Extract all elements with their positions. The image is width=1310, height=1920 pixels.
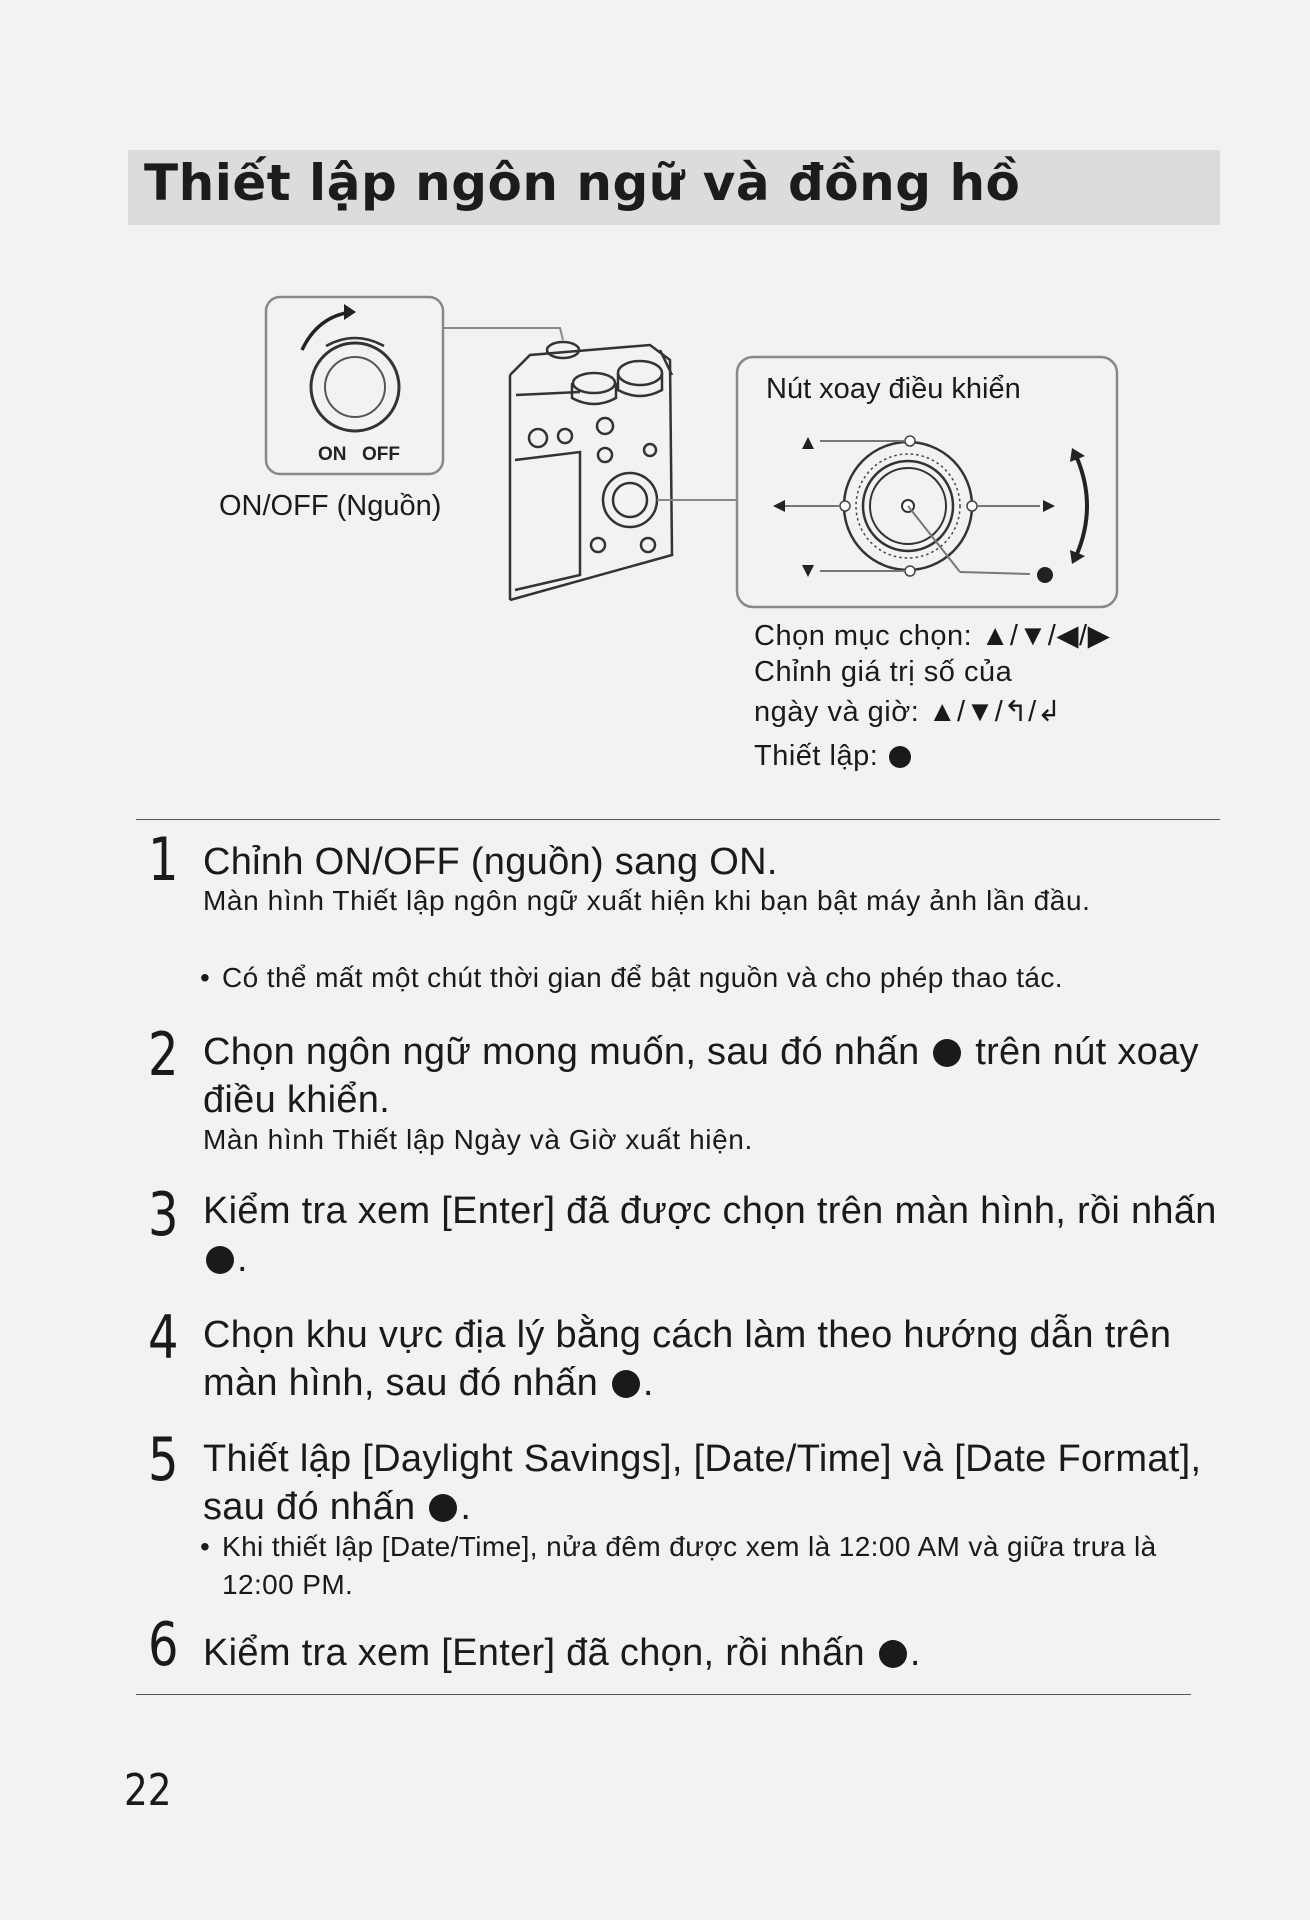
bullet-dot-icon: • xyxy=(200,1531,211,1562)
center-button-bullet-icon xyxy=(933,1039,961,1067)
step-6 xyxy=(148,1610,1218,1685)
power-switch-on-text: ON xyxy=(318,444,347,465)
step-title-text-after: . xyxy=(237,1238,248,1280)
center-button-bullet-icon xyxy=(879,1640,907,1668)
legend-select-label: Chọn mục chọn: xyxy=(754,620,973,652)
step-title-text-after: . xyxy=(909,1632,921,1674)
legend-set xyxy=(754,740,913,773)
step-number: 5 xyxy=(148,1425,179,1495)
power-label: ON/OFF (Nguồn) xyxy=(219,490,442,522)
step-title-text: Kiểm tra xem [Enter] đã được chọn trên màn hình, rồi nhấn xyxy=(203,1190,1217,1232)
step-3 xyxy=(148,1180,1218,1295)
step-note-text: Có thể mất một chút thời gian để bật nguồn và cho phép thao tác. xyxy=(222,962,1063,993)
step-1 xyxy=(148,825,1218,1000)
legend-adjust-label: ngày và giờ: xyxy=(754,696,920,728)
step-2 xyxy=(148,1020,1218,1165)
step-title-text-after: trên nút xoay điều khiển. xyxy=(203,1031,1199,1121)
step-title-text-after: . xyxy=(460,1486,472,1528)
step-number: 1 xyxy=(148,825,179,895)
step-number: 4 xyxy=(148,1303,179,1373)
camera-body-illustration xyxy=(510,342,672,600)
legend-adjust-line2 xyxy=(754,694,1062,729)
legend-set-label: Thiết lập: xyxy=(754,740,879,772)
step-title-text: Kiểm tra xem [Enter] đã chọn, rồi nhấn xyxy=(203,1632,865,1674)
section-divider-bottom xyxy=(136,1694,1191,1695)
legend-select xyxy=(754,618,1110,653)
step-title xyxy=(203,1187,1223,1283)
step-title xyxy=(203,1028,1223,1124)
bullet-dot-icon: • xyxy=(200,962,211,993)
page-number: 22 xyxy=(124,1765,172,1816)
control-wheel-inset xyxy=(737,357,1117,607)
control-wheel-label: Nút xoay điều khiển xyxy=(766,373,1021,405)
page-title: Thiết lập ngôn ngữ và đồng hồ xyxy=(144,154,1021,212)
step-number: 3 xyxy=(148,1180,179,1250)
step-title-text: Thiết lập [Daylight Savings], [Date/Time] và [Date Format], sau đó nhấn xyxy=(203,1438,1202,1528)
step-number: 6 xyxy=(148,1610,179,1680)
center-button-bullet-icon xyxy=(429,1494,457,1522)
step-title-text: Chọn ngôn ngữ mong muốn, sau đó nhấn xyxy=(203,1031,920,1073)
center-button-bullet-icon xyxy=(889,746,911,768)
step-title-text-after: . xyxy=(642,1362,654,1404)
step-description: Màn hình Thiết lập ngôn ngữ xuất hiện khi bạn bật máy ảnh lần đầu. xyxy=(203,885,1091,916)
step-description: Màn hình Thiết lập Ngày và Giờ xuất hiện. xyxy=(203,1124,753,1155)
center-button-bullet-icon xyxy=(612,1370,640,1398)
camera-diagram xyxy=(0,0,1310,820)
step-title: Chỉnh ON/OFF (nguồn) sang ON. xyxy=(203,841,778,883)
power-switch-off-text: OFF xyxy=(362,444,400,465)
section-divider-top xyxy=(136,819,1220,820)
step-title xyxy=(203,1435,1223,1531)
center-button-bullet-icon xyxy=(206,1246,234,1274)
step-note xyxy=(200,959,1230,997)
step-title xyxy=(203,1629,1223,1677)
step-number: 2 xyxy=(148,1020,179,1090)
step-title xyxy=(203,1311,1223,1407)
rotate-arrow-icon xyxy=(1070,448,1087,564)
step-5 xyxy=(148,1425,1218,1610)
legend-adjust-keys: ▲/▼/↰/↲ xyxy=(927,696,1062,728)
step-note-text: Khi thiết lập [Date/Time], nửa đêm được xem là 12:00 AM và giữa trưa là 12:00 PM. xyxy=(222,1531,1157,1600)
power-switch-inset xyxy=(266,297,443,474)
legend-select-keys: ▲/▼/◀/▶ xyxy=(980,620,1111,652)
step-note xyxy=(200,1528,1222,1604)
center-button-dot-icon xyxy=(1037,567,1053,583)
step-title-text: Chọn khu vực địa lý bằng cách làm theo hướng dẫn trên màn hình, sau đó nhấn xyxy=(203,1314,1172,1404)
legend-adjust-line1: Chỉnh giá trị số của xyxy=(754,656,1013,688)
step-4 xyxy=(148,1303,1218,1418)
